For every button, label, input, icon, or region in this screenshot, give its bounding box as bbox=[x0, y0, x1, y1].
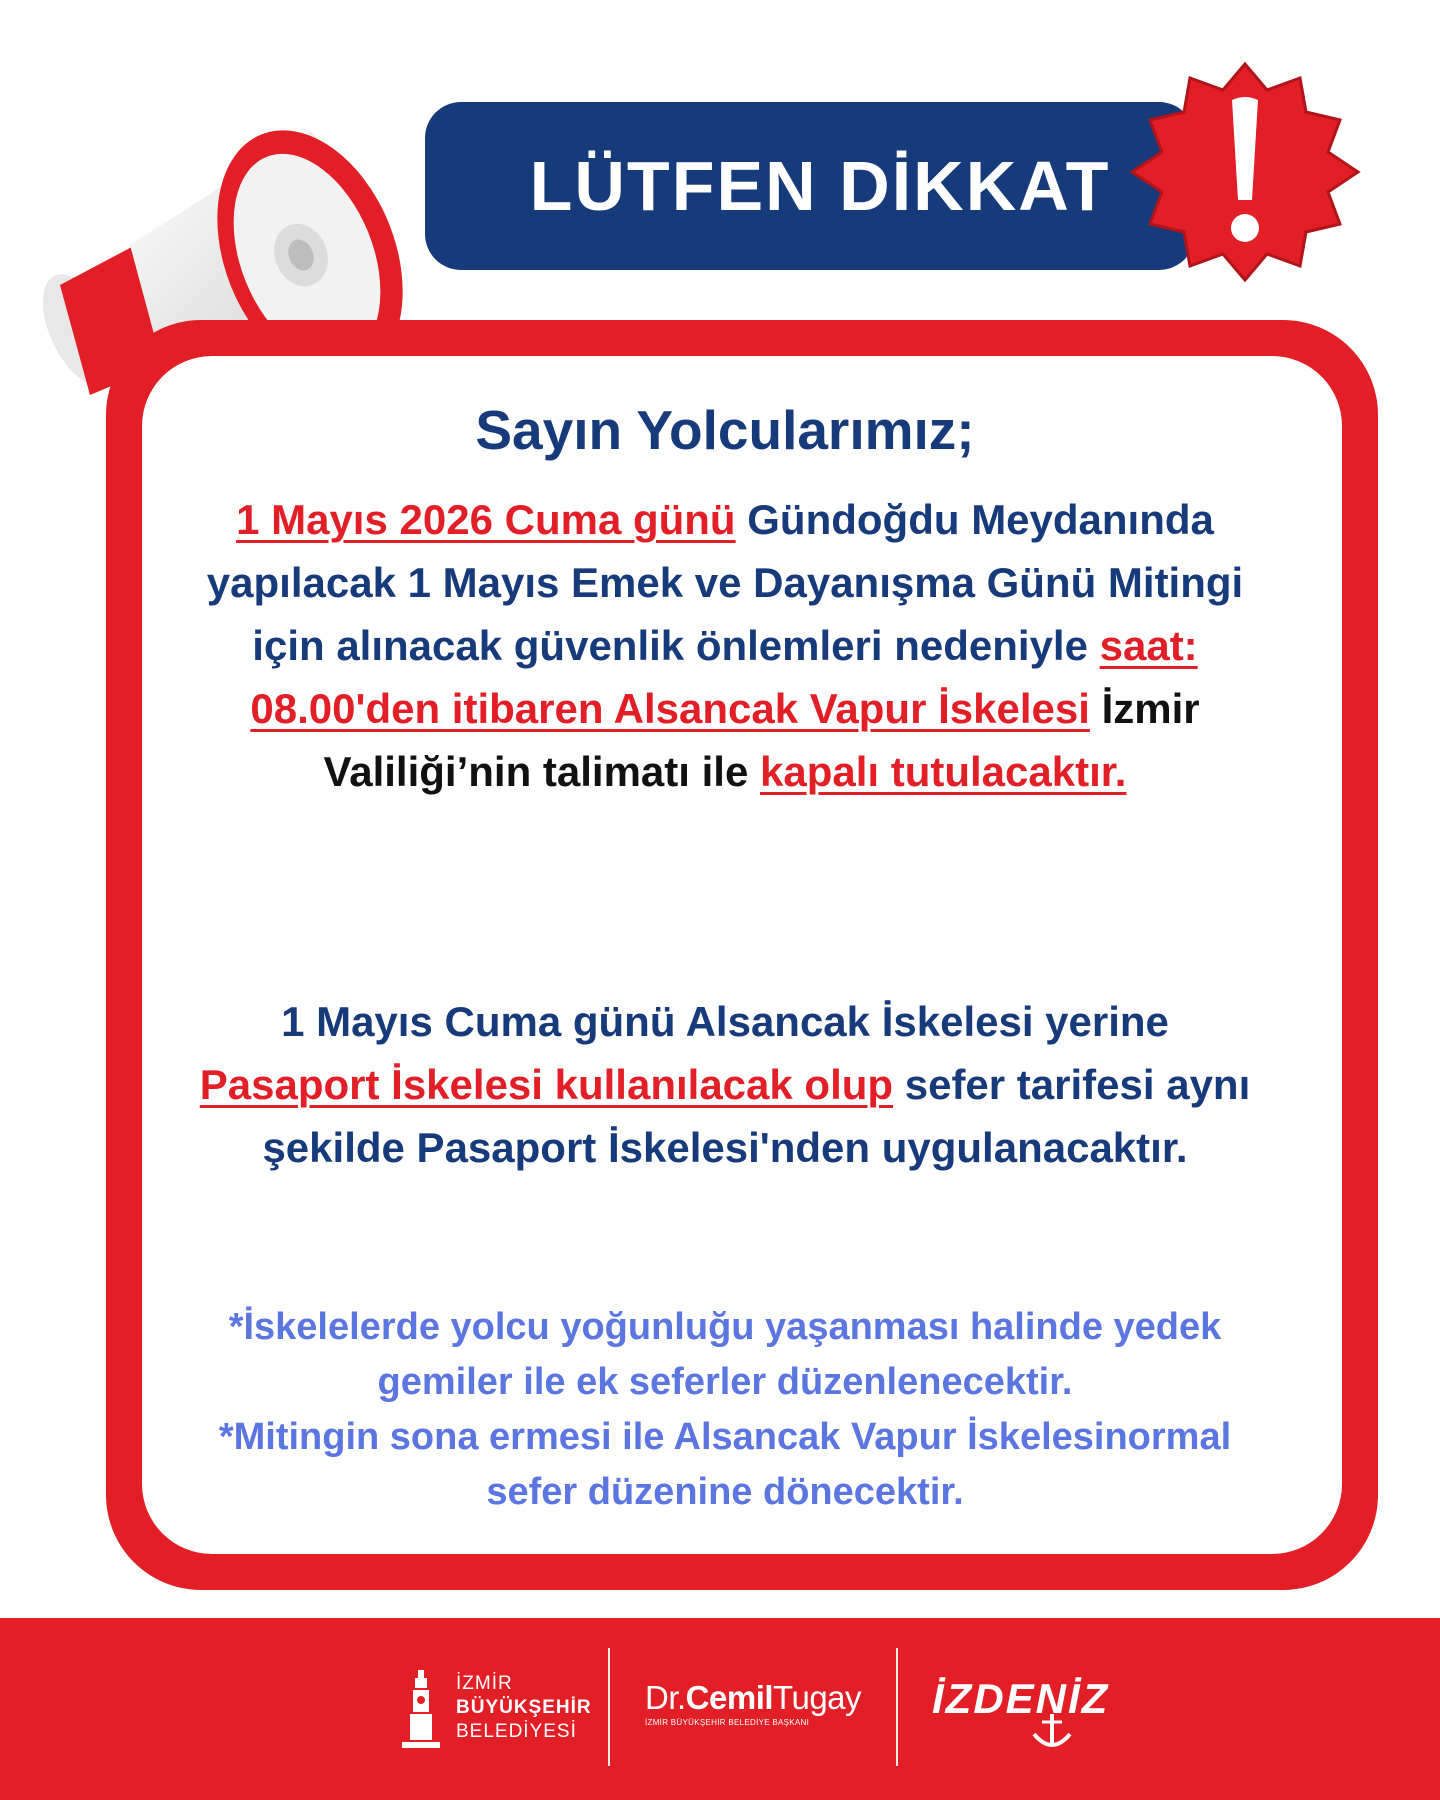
banner-title: LÜTFEN DİKKAT bbox=[529, 147, 1111, 225]
title-banner bbox=[425, 102, 1195, 270]
izdeniz-wordmark: İZDENİZ bbox=[932, 1675, 1110, 1722]
mayor-last-name: Tugay bbox=[773, 1679, 862, 1716]
closed-pier-name: Alsancak Vapur İskelesi bbox=[613, 685, 1090, 732]
mayor-logo bbox=[645, 1678, 885, 1748]
clock-tower-icon bbox=[400, 1666, 448, 1756]
izmir-logo-line1: İZMİR bbox=[456, 1673, 513, 1694]
alternative-intro: 1 Mayıs Cuma günü Alsancak İskelesi yerine bbox=[281, 998, 1169, 1045]
closed-status: kapalı tutulacaktır. bbox=[759, 748, 1127, 795]
alternative-rest: sefer tarifesi aynı şekilde Pasaport İskelesi'nden uygulanacaktır. bbox=[262, 1061, 1251, 1171]
mayor-prefix: Dr. bbox=[645, 1679, 686, 1716]
note-extra-ships: *İskelelerde yolcu yoğunluğu yaşanması halinde yedek gemiler ile ek seferler düzenlenecektir. bbox=[228, 1306, 1222, 1403]
izmir-municipality-logo bbox=[400, 1666, 620, 1756]
notes-block bbox=[190, 1300, 1260, 1520]
izmir-logo-line3: BELEDİYESİ bbox=[456, 1721, 577, 1742]
footer-bar bbox=[0, 1618, 1440, 1800]
izdeniz-logo bbox=[932, 1674, 1110, 1754]
greeting-heading: Sayın Yolcularımız; bbox=[475, 399, 975, 461]
alternative-pier: Pasaport İskelesi kullanılacak olup bbox=[199, 1061, 894, 1108]
alternative-paragraph bbox=[190, 990, 1260, 1179]
closure-intro: Gündoğdu Meydanında yapılacak 1 Mayıs Emek ve Dayanışma Günü Mitingi için alınacak güvenlik önlemleri nedeniyle bbox=[206, 496, 1244, 669]
authority-text: İzmir Valiliği’nin talimatı ile bbox=[323, 685, 1200, 795]
mayor-subtitle: İZMİR BÜYÜKŞEHİR BELEDİYE BAŞKANI bbox=[645, 1718, 810, 1727]
closure-paragraph bbox=[190, 488, 1260, 803]
footer-divider bbox=[896, 1648, 898, 1766]
exclamation-badge-icon bbox=[1128, 60, 1363, 285]
footer-divider bbox=[608, 1648, 610, 1766]
note-return-normal: *Mitingin sona ermesi ile Alsancak Vapur İskelesinormal sefer düzenine dönecektir. bbox=[218, 1416, 1232, 1513]
anchor-icon bbox=[1028, 1712, 1076, 1752]
closure-time: saat: 08.00'den itibaren bbox=[250, 622, 1198, 732]
izmir-logo-line2: BÜYÜKŞEHİR bbox=[456, 1697, 592, 1718]
mayor-first-name: Cemil bbox=[685, 1679, 774, 1716]
closure-date: 1 Mayıs 2026 Cuma günü bbox=[236, 496, 736, 543]
